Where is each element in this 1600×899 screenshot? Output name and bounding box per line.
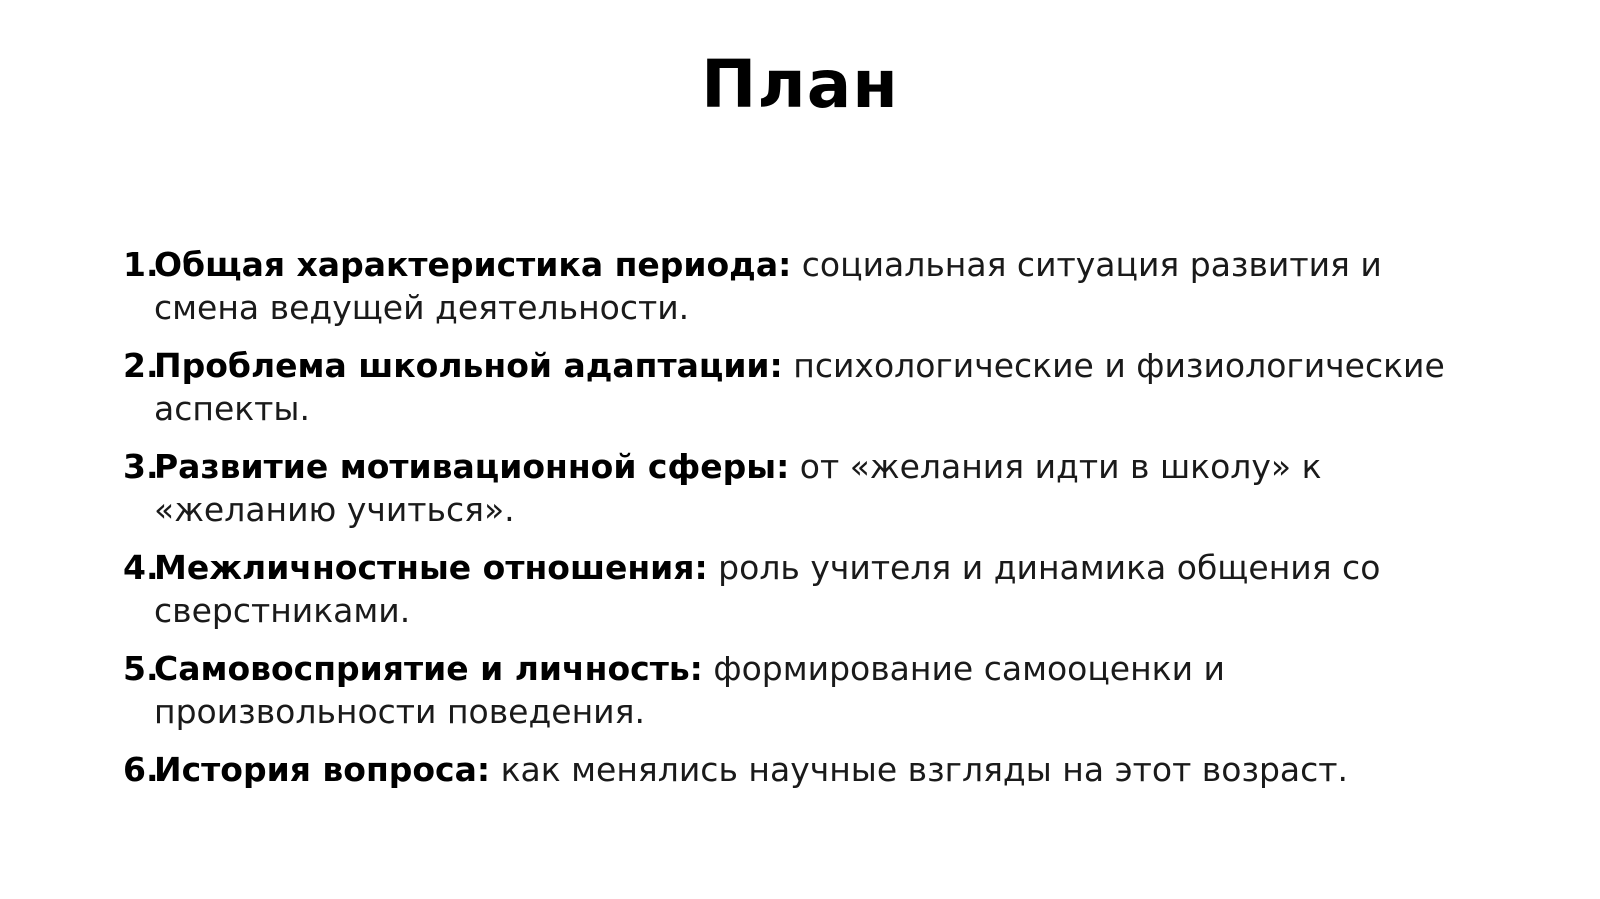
slide-title: План — [701, 46, 899, 123]
item-heading: Развитие мотивационной сферы: — [154, 447, 790, 486]
plan-list — [123, 243, 1493, 806]
plan-item-6 — [123, 748, 1493, 791]
item-description: психологические и физиологические аспекты. — [154, 346, 1445, 428]
item-heading: Межличностные отношения: — [154, 548, 708, 587]
item-description: роль учителя и динамика общения со сверстниками. — [154, 548, 1381, 630]
item-number: 2. — [123, 346, 159, 385]
plan-item-3 — [123, 445, 1493, 531]
item-description: формирование самооценки и произвольности поведения. — [154, 649, 1225, 731]
item-heading: Общая характеристика периода: — [154, 245, 792, 284]
item-number: 5. — [123, 649, 159, 688]
plan-item-2 — [123, 344, 1493, 430]
item-number: 6. — [123, 750, 159, 789]
item-number: 1. — [123, 245, 159, 284]
item-description: социальная ситуация развития и смена ведущей деятельности. — [154, 245, 1382, 327]
item-number: 3. — [123, 447, 159, 486]
plan-item-1 — [123, 243, 1493, 329]
item-number: 4. — [123, 548, 159, 587]
item-description: как менялись научные взгляды на этот возраст. — [490, 750, 1349, 789]
plan-item-5 — [123, 647, 1493, 733]
item-description: от «желания идти в школу» к «желанию учиться». — [154, 447, 1322, 529]
plan-item-4 — [123, 546, 1493, 632]
item-heading: Самовосприятие и личность: — [154, 649, 703, 688]
item-heading: Проблема школьной адаптации: — [154, 346, 783, 385]
item-heading: История вопроса: — [154, 750, 491, 789]
